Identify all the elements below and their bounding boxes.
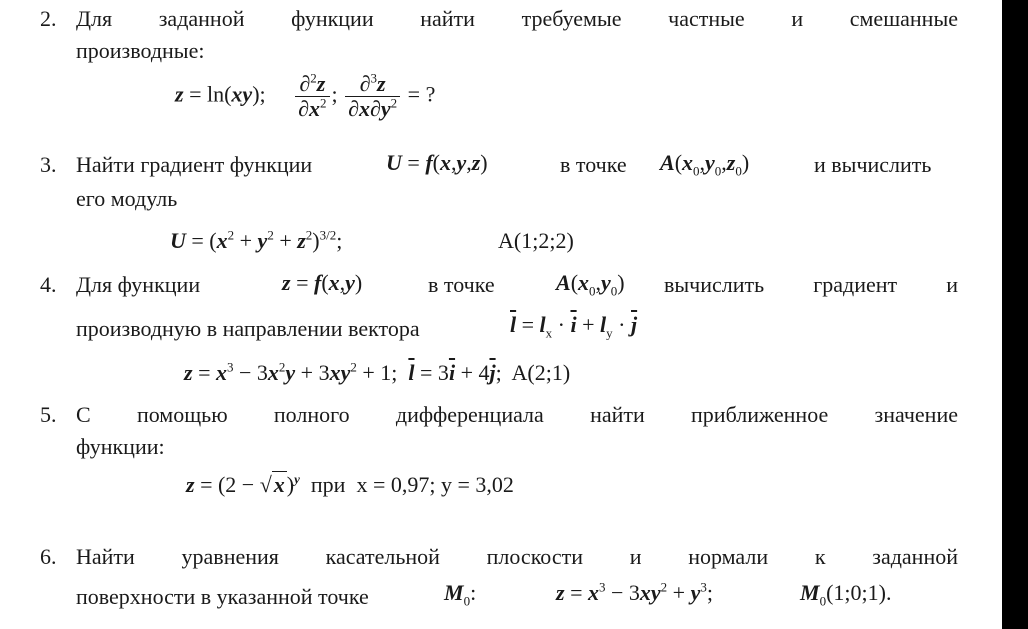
item-4-line1-c: вычислить градиент и — [664, 272, 958, 297]
item-5-values: x = 0,97; y = 3,02 — [356, 472, 514, 497]
item-3-point-a: $A(x_0,y_0,z_0)$ — [660, 150, 750, 179]
item-5-formula: $z = (2 - √x)^y$ при x = 0,97; y = 3,02 — [186, 471, 514, 497]
item-3-point: A(1;2;2) — [498, 228, 574, 253]
item-4-point-a: $A(x_0,y_0)$ — [556, 270, 625, 299]
item-4-line2: производную в направлении вектора — [76, 316, 420, 341]
item-6-number: 6. — [40, 544, 57, 569]
item-4-vector: $\overline{l} = l_x \cdot \overline{i} + l_y \cdot \overline{j}$ — [510, 312, 638, 341]
item-3-line2: его модуль — [76, 186, 178, 211]
item-5-line2: функции: — [76, 434, 165, 459]
item-5-line1: С помощью полного дифференциала найти приближенное значение — [76, 402, 958, 427]
item-4-formula: $z = x^3 - 3x^2y + 3xy^2 + 1$; $\overline{l} = 3\overline{i} + 4\overline{j}$; A(2;1) — [184, 359, 571, 385]
item-5-when: при — [310, 472, 346, 497]
item-2-number: 2. — [40, 6, 57, 31]
item-2-line2: производные: — [76, 38, 205, 63]
item-2-formula: z = ln(xy); $\frac{\partial^2z}{\partial x^2}$ ; $\frac{\partial^3z}{\partial x\partial y^2}$ = ? — [175, 70, 436, 121]
item-6-line2: поверхности в указанной точке — [76, 584, 369, 609]
item-6-m0-label: $M_0$: — [444, 580, 477, 609]
right-border — [1002, 0, 1028, 629]
item-3-line1-end: и вычислить — [814, 152, 932, 177]
item-6-point-coords: (1;0;1). — [826, 580, 892, 605]
item-4-number: 4. — [40, 272, 57, 297]
item-3-line1-text: Найти градиент функции — [76, 152, 313, 177]
item-6-line1: Найти уравнения касательной плоскости и нормали к заданной — [76, 544, 958, 569]
item-3-function: U = f(x,y,z) — [386, 150, 488, 175]
item-4-function: z = f(x,y) — [282, 270, 363, 295]
item-3-line1-tail: в точке — [560, 152, 627, 177]
item-4-line1-b: в точке — [428, 272, 495, 297]
item-4-line1-a: Для функции — [76, 272, 201, 297]
item-6-formula: $z = x^3 - 3xy^2 + y^3$; — [556, 579, 713, 605]
item-5-number: 5. — [40, 402, 57, 427]
item-3-number: 3. — [40, 152, 57, 177]
item-4-point: A(2;1) — [511, 360, 571, 385]
item-3-formula: $U = (x^2 + y^2 + z^2)^{3/2}$; — [170, 227, 343, 253]
item-6-point: $M_0(1;0;1)$. — [800, 580, 892, 609]
item-2-line1: Для заданной функции найти требуемые частные и смешанные — [76, 6, 958, 31]
